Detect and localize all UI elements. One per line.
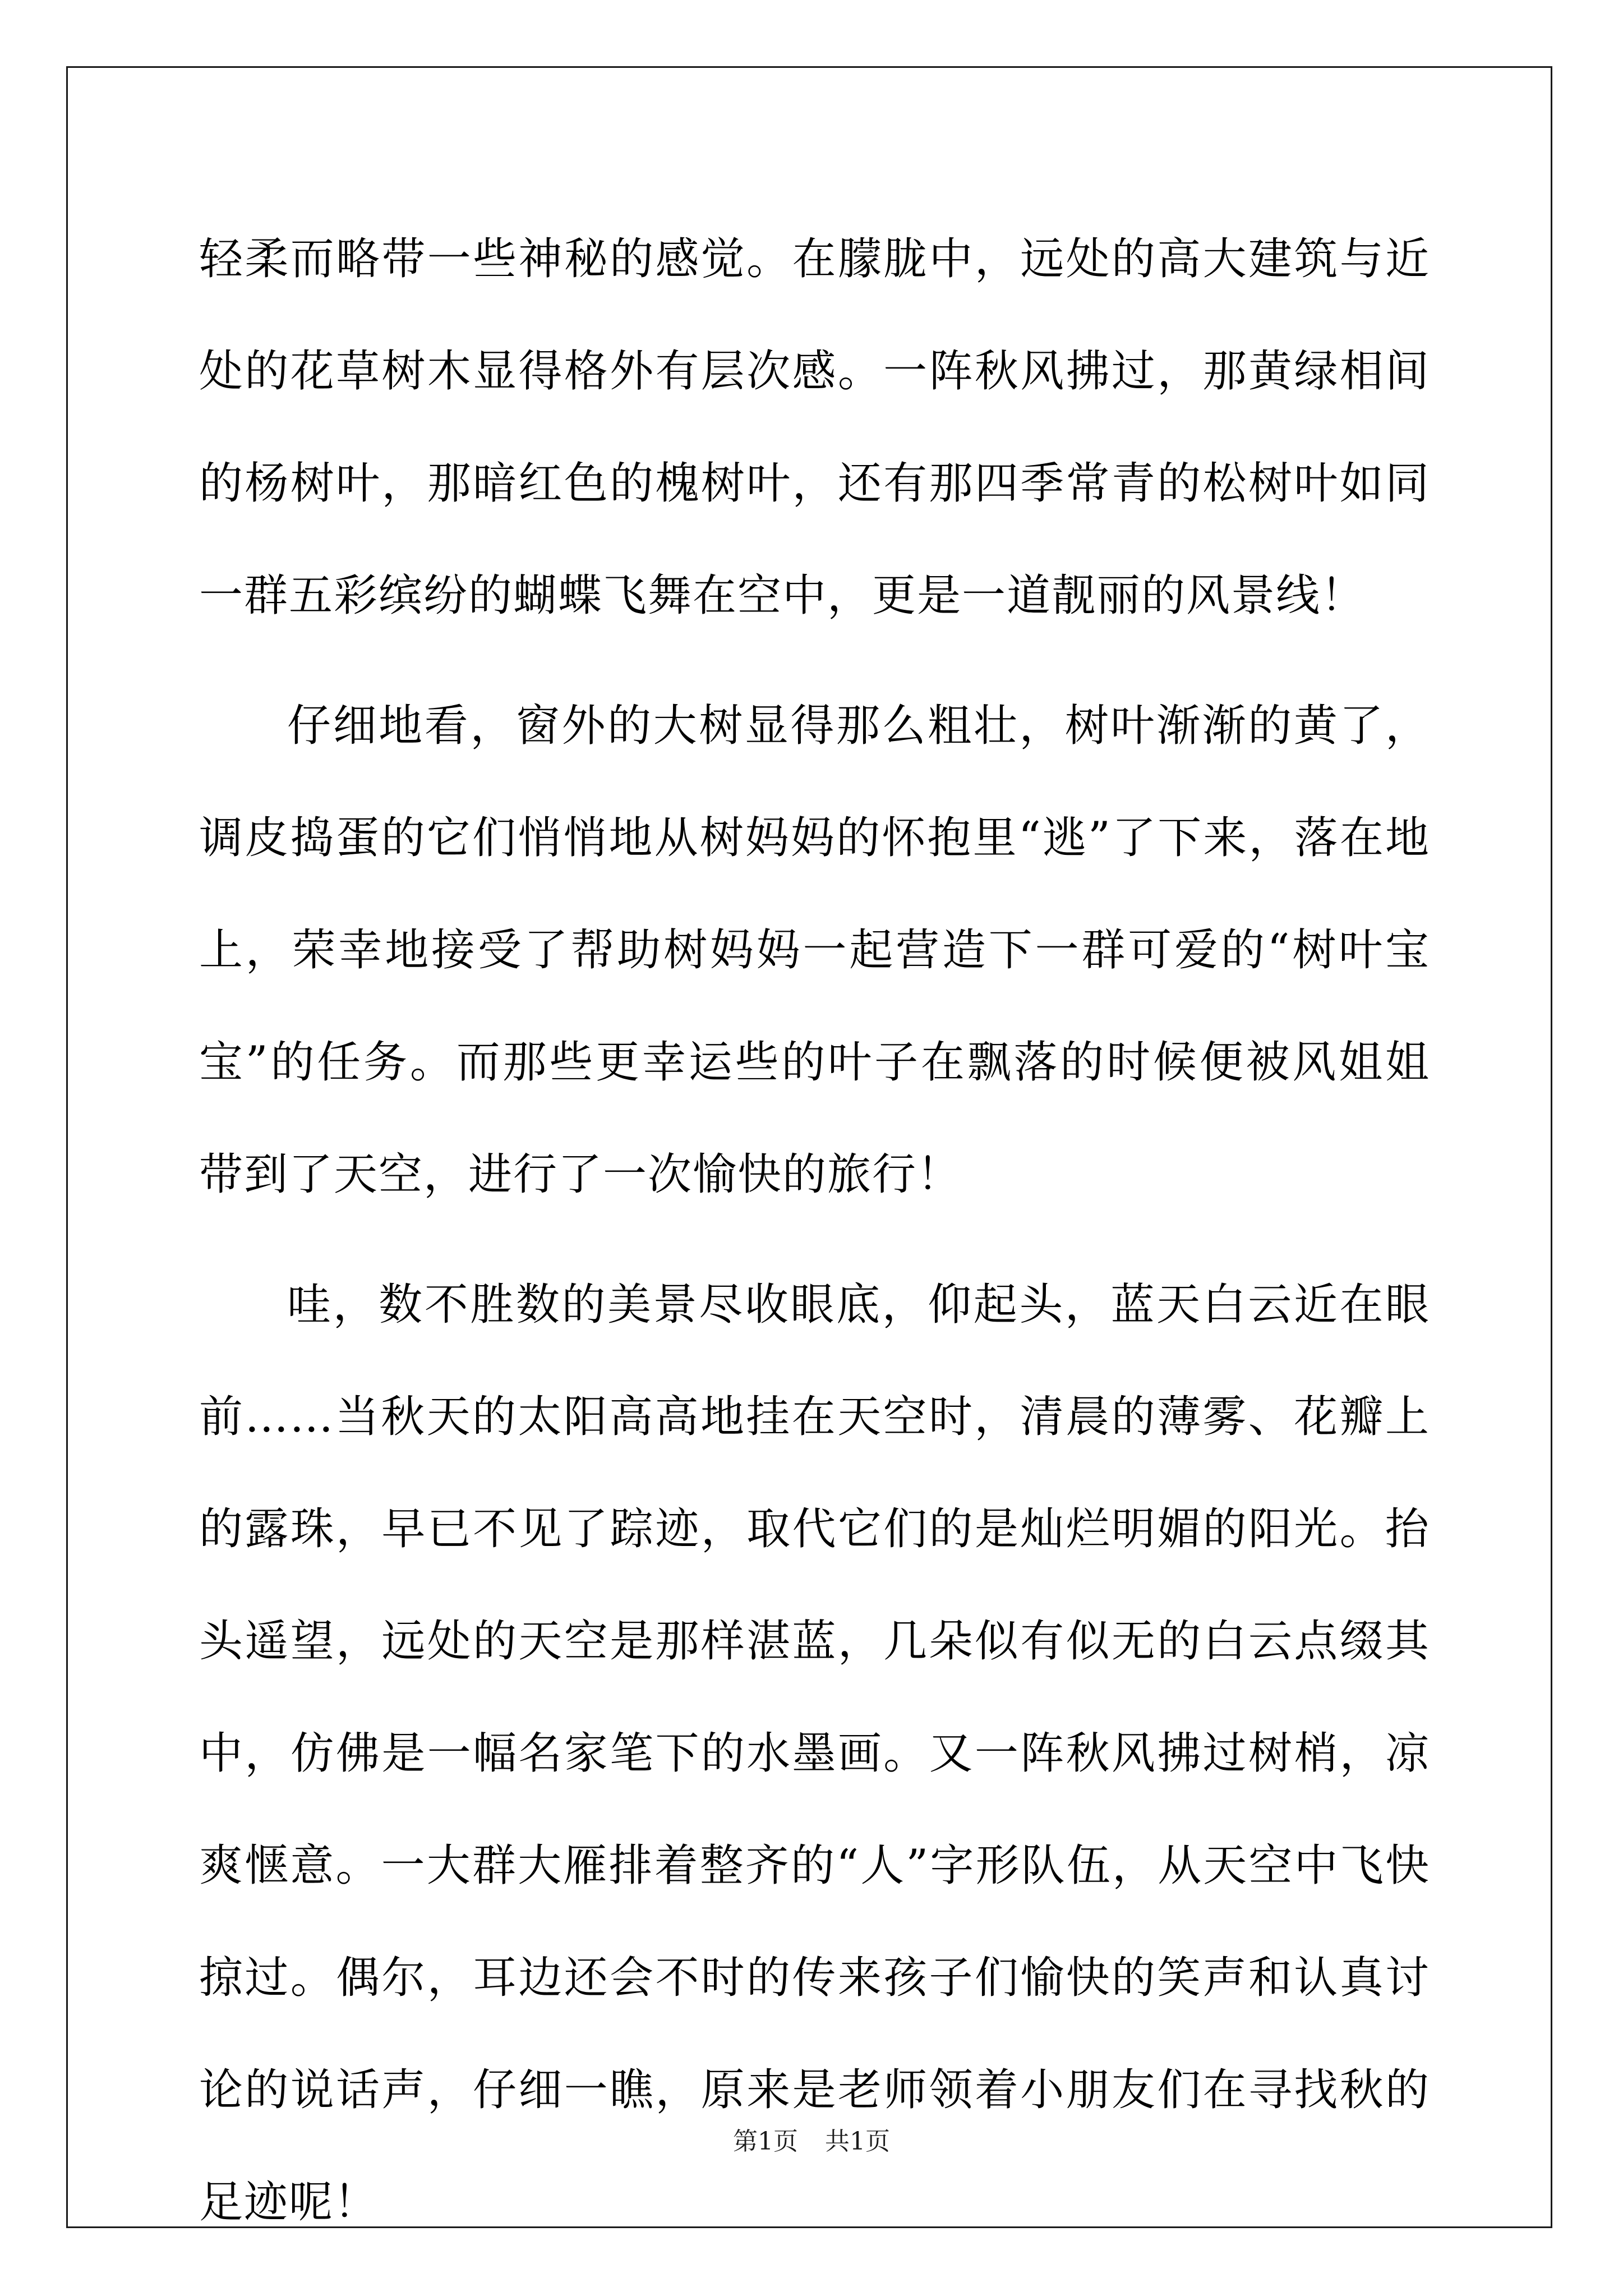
paragraph: 仔细地看，窗外的大树显得那么粗壮，树叶渐渐的黄了，调皮捣蛋的它们悄悄地从树妈妈的怀抱里“逃”了下来，落在地上，荣幸地接受了帮助树妈妈一起营造下一群可爱的“树叶宝宝”的任务。而那些更幸运些的叶子在飘落的时候便被风姐姐带到了天空，进行了一次愉快的旅行！ — [199, 701, 1430, 1200]
page-number: 第1页 — [733, 2127, 798, 2156]
paragraph-continued: 轻柔而略带一些神秘的感觉。在朦胧中，远处的高大建筑与近处的花草树木显得格外有层次感。一阵秋风拂过，那黄绿相间的杨树叶，那暗红色的槐树叶，还有那四季常青的松树叶如同一群五彩缤纷的蝴蝶飞舞在空中，更是一道靓丽的风景线！ — [199, 234, 1430, 621]
page-total: 共1页 — [825, 2127, 890, 2156]
page-footer — [0, 2125, 1623, 2159]
paragraph: 哇，数不胜数的美景尽收眼底，仰起头，蓝天白云近在眼前……当秋天的太阳高高地挂在天空时，清晨的薄雾、花瓣上的露珠，早已不见了踪迹，取代它们的是灿烂明媚的阳光。抬头遥望，远处的天空是那样湛蓝，几朵似有似无的白云点缀其中，仿佛是一幅名家笔下的水墨画。又一阵秋风拂过树梢，凉爽惬意。一大群大雁排着整齐的“人”字形队伍，从天空中飞快掠过。偶尔，耳边还会不时的传来孩子们愉快的笑声和认真讨论的说话声，仔细一瞧，原来是老师领着小朋友们在寻找秋的足迹呢！ — [199, 1280, 1430, 2228]
document-body — [199, 203, 1430, 2276]
